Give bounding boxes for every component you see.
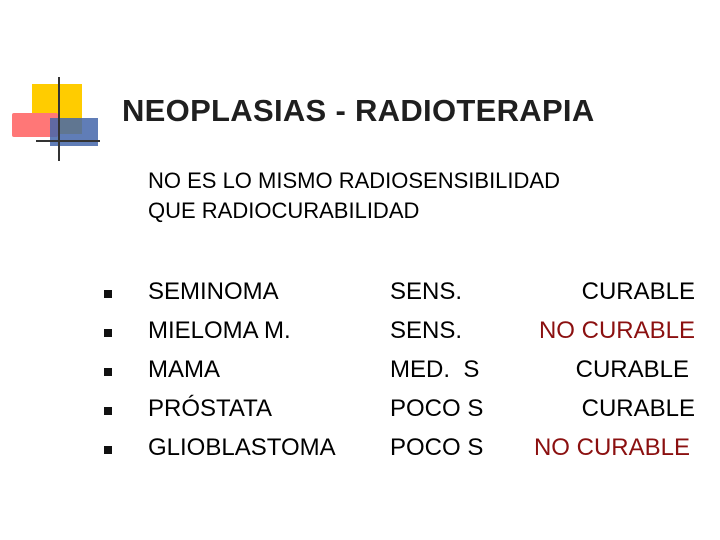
sensitivity-value: MED. S — [390, 356, 480, 383]
list-item — [0, 278, 720, 317]
intro-text — [148, 166, 560, 226]
curability-value: NO CURABLE — [533, 434, 690, 461]
curability-value: CURABLE — [575, 356, 689, 383]
square-bullet-icon — [104, 368, 112, 376]
sensitivity-value: SENS. — [390, 278, 463, 305]
curability-value: CURABLE — [581, 395, 695, 422]
tumor-list — [0, 278, 720, 473]
curability-value: NO CURABLE — [538, 317, 695, 344]
tumor-name: MAMA — [148, 356, 220, 383]
slide-logo-decoration — [0, 0, 110, 170]
tumor-name: SEMINOMA — [148, 278, 279, 305]
sensitivity-value: POCO S — [390, 395, 484, 422]
slide-title: NEOPLASIAS - RADIOTERAPIA — [122, 93, 595, 128]
square-bullet-icon — [104, 329, 112, 337]
list-item — [0, 434, 720, 473]
square-bullet-icon — [104, 446, 112, 454]
sensitivity-value: POCO S — [390, 434, 484, 461]
square-bullet-icon — [104, 290, 112, 298]
list-item — [0, 395, 720, 434]
square-bullet-icon — [104, 407, 112, 415]
list-item — [0, 317, 720, 356]
intro-line-2: QUE RADIOCURABILIDAD — [148, 198, 420, 223]
intro-line-1: NO ES LO MISMO RADIOSENSIBILIDAD — [148, 168, 560, 193]
logo-vertical-line — [58, 77, 60, 161]
tumor-name: MIELOMA M. — [148, 317, 291, 344]
sensitivity-value: SENS. — [390, 317, 463, 344]
list-item — [0, 356, 720, 395]
curability-value: CURABLE — [581, 278, 695, 305]
tumor-name: PRÓSTATA — [148, 395, 273, 422]
tumor-name: GLIOBLASTOMA — [148, 434, 336, 461]
logo-horizontal-line — [36, 140, 100, 142]
